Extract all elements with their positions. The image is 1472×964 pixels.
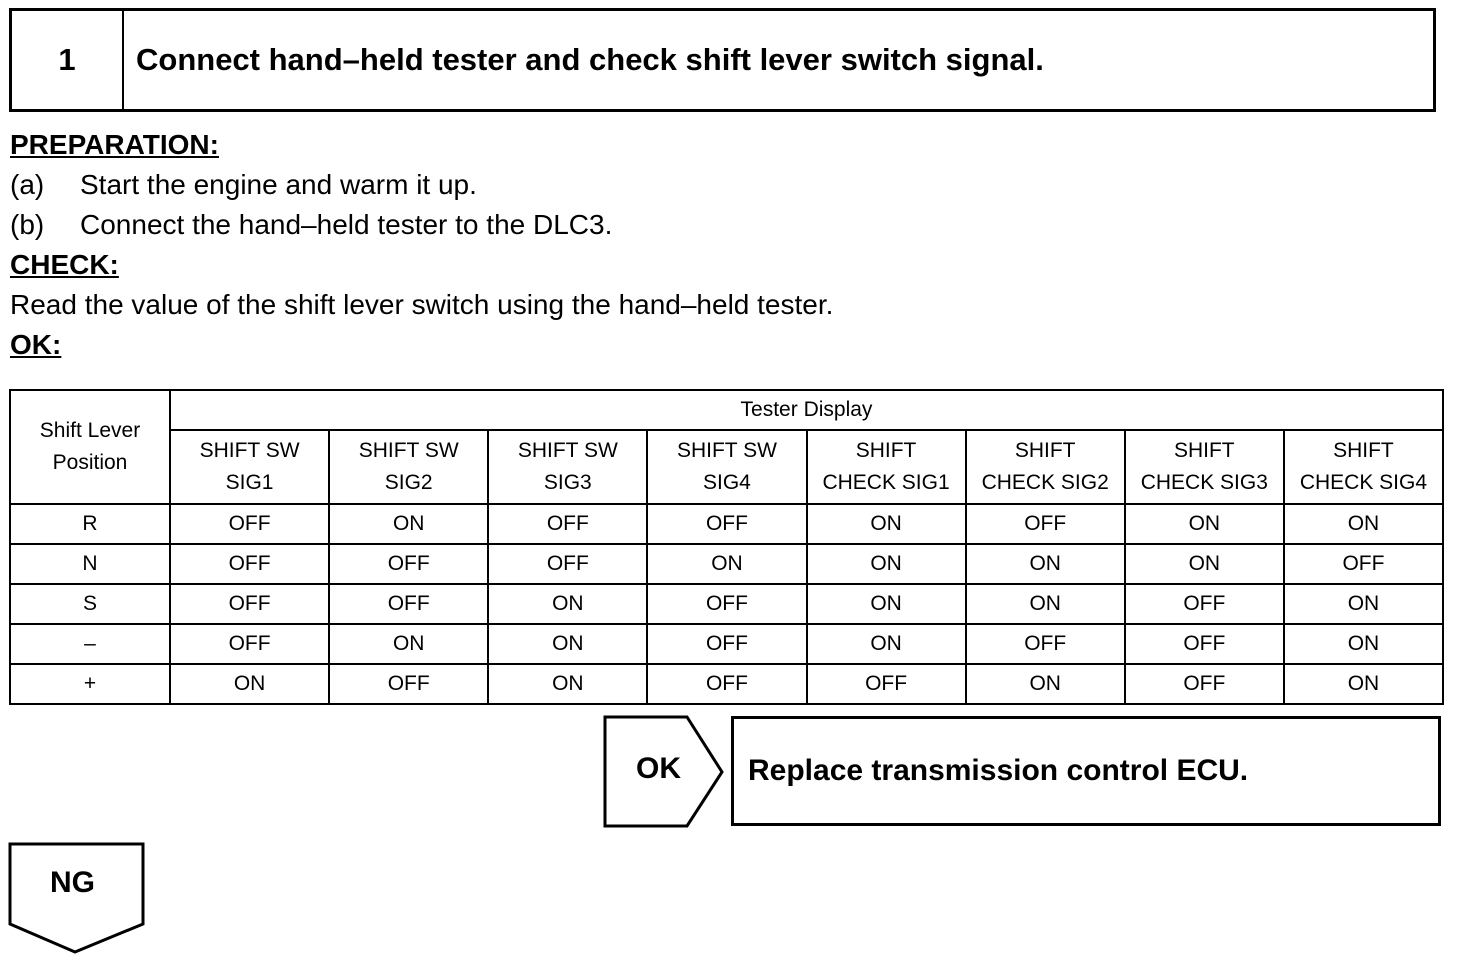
value-cell: ON xyxy=(1284,504,1443,544)
check-heading: CHECK: xyxy=(10,249,119,280)
value-cell: ON xyxy=(807,584,966,624)
value-cell: OFF xyxy=(1125,664,1284,704)
row-header-line1: Shift Lever xyxy=(39,419,141,442)
check-text: Read the value of the shift lever switch using the hand–held tester. xyxy=(10,289,834,320)
item-text: Start the engine and warm it up. xyxy=(80,169,477,200)
group-header: Tester Display xyxy=(170,390,1443,430)
ng-arrow-shape xyxy=(7,842,147,958)
column-header xyxy=(488,430,647,504)
value-cell: OFF xyxy=(170,624,329,664)
value-cell: ON xyxy=(966,544,1125,584)
value-cell: OFF xyxy=(329,664,488,704)
position-cell: R xyxy=(10,504,170,544)
column-header xyxy=(966,430,1125,504)
column-header-line1: SHIFT xyxy=(1014,439,1076,462)
value-cell: ON xyxy=(807,624,966,664)
value-cell: ON xyxy=(1125,544,1284,584)
item-letter: (a) xyxy=(10,169,45,200)
column-header-line1: SHIFT xyxy=(1173,439,1235,462)
value-cell: ON xyxy=(807,544,966,584)
column-header-line2: CHECK SIG3 xyxy=(1140,471,1268,494)
ok-label: OK xyxy=(636,752,681,785)
preparation-item-b xyxy=(10,208,612,242)
column-header-line1: SHIFT SW xyxy=(517,439,618,462)
ng-label: NG xyxy=(50,866,95,899)
value-cell: OFF xyxy=(966,504,1125,544)
step-title: Connect hand–held tester and check shift lever switch signal. xyxy=(136,42,1044,77)
table-row xyxy=(10,544,1443,584)
column-header-line1: SHIFT SW xyxy=(676,439,777,462)
value-cell: OFF xyxy=(647,664,806,704)
column-header xyxy=(647,430,806,504)
column-header xyxy=(1284,430,1443,504)
value-cell: OFF xyxy=(488,544,647,584)
column-header xyxy=(807,430,966,504)
value-cell: OFF xyxy=(647,504,806,544)
value-cell: ON xyxy=(647,544,806,584)
value-cell: OFF xyxy=(647,624,806,664)
position-cell: N xyxy=(10,544,170,584)
column-header-line1: SHIFT xyxy=(1333,439,1394,462)
value-cell: OFF xyxy=(1125,584,1284,624)
column-header-line2: SIG1 xyxy=(225,471,274,494)
ok-action-text: Replace transmission control ECU. xyxy=(748,754,1249,787)
value-cell: OFF xyxy=(170,544,329,584)
value-cell: ON xyxy=(807,504,966,544)
value-cell: ON xyxy=(488,664,647,704)
table-row xyxy=(10,504,1443,544)
column-header-line2: CHECK SIG2 xyxy=(981,471,1109,494)
column-header-line2: SIG2 xyxy=(384,471,433,494)
row-header-cell xyxy=(10,390,170,504)
column-header-line1: SHIFT SW xyxy=(199,439,300,462)
value-cell: ON xyxy=(1284,664,1443,704)
value-cell: ON xyxy=(1284,624,1443,664)
step-number: 1 xyxy=(12,11,124,109)
value-cell: OFF xyxy=(170,584,329,624)
ok-action-box xyxy=(731,716,1441,826)
column-header xyxy=(1125,430,1284,504)
row-header-line2: Position xyxy=(52,451,128,474)
value-cell: OFF xyxy=(488,504,647,544)
value-cell: OFF xyxy=(329,544,488,584)
column-header xyxy=(329,430,488,504)
column-header-line2: SIG4 xyxy=(703,471,751,494)
preparation-heading: PREPARATION: xyxy=(10,129,219,160)
shift-signal-table xyxy=(9,389,1444,705)
column-header-line1: SHIFT xyxy=(855,439,917,462)
item-letter: (b) xyxy=(10,209,45,240)
table-row xyxy=(10,584,1443,624)
column-header xyxy=(170,430,329,504)
position-cell: S xyxy=(10,584,170,624)
table-row xyxy=(10,624,1443,664)
table-row xyxy=(10,664,1443,704)
ok-heading: OK: xyxy=(10,329,62,360)
preparation-item-a xyxy=(10,168,477,202)
position-cell: + xyxy=(10,664,170,704)
column-header-line2: CHECK SIG4 xyxy=(1299,471,1428,494)
value-cell: ON xyxy=(1284,584,1443,624)
item-text: Connect the hand–held tester to the DLC3. xyxy=(80,209,613,240)
value-cell: ON xyxy=(329,624,488,664)
value-cell: ON xyxy=(488,624,647,664)
value-cell: OFF xyxy=(170,504,329,544)
value-cell: OFF xyxy=(1284,544,1443,584)
column-header-line1: SHIFT SW xyxy=(358,439,459,462)
column-header-line2: CHECK SIG1 xyxy=(822,471,950,494)
value-cell: OFF xyxy=(966,624,1125,664)
column-header-line2: SIG3 xyxy=(543,471,592,494)
table-body xyxy=(10,504,1443,704)
value-cell: OFF xyxy=(1125,624,1284,664)
value-cell: ON xyxy=(329,504,488,544)
step-header-box xyxy=(9,8,1436,112)
value-cell: ON xyxy=(966,664,1125,704)
position-cell: – xyxy=(10,624,170,664)
value-cell: ON xyxy=(966,584,1125,624)
value-cell: OFF xyxy=(807,664,966,704)
column-header-row xyxy=(10,430,1443,504)
value-cell: ON xyxy=(1125,504,1284,544)
value-cell: OFF xyxy=(329,584,488,624)
value-cell: OFF xyxy=(647,584,806,624)
value-cell: ON xyxy=(488,584,647,624)
value-cell: ON xyxy=(170,664,329,704)
